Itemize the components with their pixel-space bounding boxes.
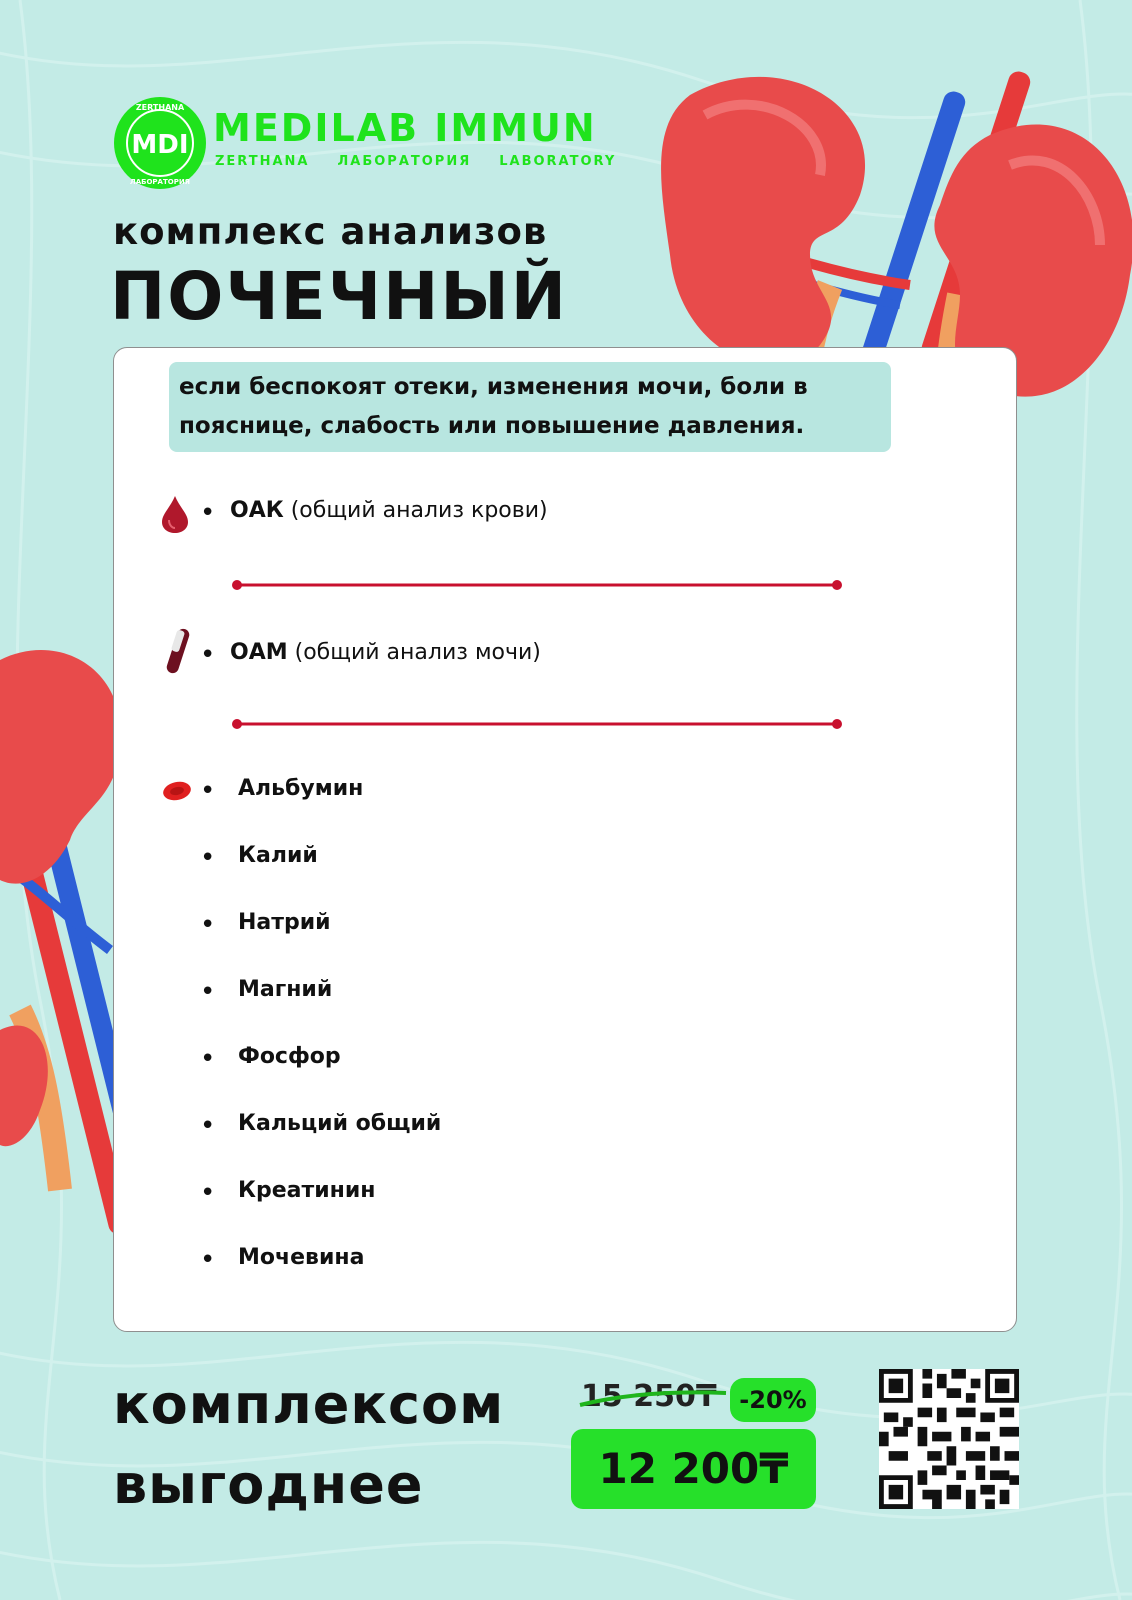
biochem-calcium: Кальций общий bbox=[238, 1111, 442, 1136]
bullet: • bbox=[200, 1111, 216, 1141]
analysis-card bbox=[113, 347, 1017, 1332]
page-title: ПОЧЕЧНЫЙ bbox=[110, 258, 568, 335]
bullet: • bbox=[200, 1245, 216, 1275]
page-subtitle: комплекс анализов bbox=[113, 210, 548, 253]
promo-line-1: комплексом bbox=[113, 1373, 505, 1436]
bullet: • bbox=[200, 776, 216, 806]
test-oam-code: ОАМ bbox=[230, 640, 288, 665]
biochem-albumin: Альбумин bbox=[238, 776, 364, 801]
test-oak-code: ОАК bbox=[230, 498, 284, 523]
bullet: • bbox=[200, 498, 216, 528]
bullet: • bbox=[200, 843, 216, 873]
test-oam bbox=[230, 640, 541, 665]
badge-ring-bottom: ЛАБОРАТОРИЯ bbox=[129, 178, 191, 186]
test-oak-desc: (общий анализ крови) bbox=[290, 498, 548, 523]
discount-badge: -20% bbox=[730, 1378, 816, 1422]
strikethrough-line bbox=[578, 1385, 728, 1415]
bullet: • bbox=[200, 910, 216, 940]
test-tube-icon bbox=[160, 626, 192, 678]
biochem-urea: Мочевина bbox=[238, 1245, 365, 1270]
divider-line bbox=[231, 579, 843, 591]
qr-code-icon[interactable] bbox=[879, 1369, 1019, 1509]
biochem-creatinine: Креатинин bbox=[238, 1178, 376, 1203]
badge-ring-top: ZERTHANA bbox=[135, 103, 185, 112]
test-oam-desc: (общий анализ мочи) bbox=[294, 640, 541, 665]
old-price: 15 250₸ bbox=[581, 1379, 717, 1414]
blood-drop-icon bbox=[160, 494, 190, 534]
brand-sub-1: ZERTHANA bbox=[215, 154, 310, 169]
bullet: • bbox=[200, 977, 216, 1007]
new-price: 12 200₸ bbox=[571, 1429, 816, 1509]
biochem-sodium: Натрий bbox=[238, 910, 331, 935]
bullet: • bbox=[200, 1044, 216, 1074]
brand-name: MEDILAB IMMUN bbox=[213, 106, 597, 150]
biochem-potassium: Калий bbox=[238, 843, 318, 868]
brand-sub-2: ЛАБОРАТОРИЯ bbox=[337, 154, 472, 169]
brand-sub-3: LABORATORY bbox=[499, 154, 617, 169]
brand-logo bbox=[113, 96, 653, 190]
bullet: • bbox=[200, 640, 216, 670]
brand-subline bbox=[215, 154, 655, 169]
biochem-magnesium: Магний bbox=[238, 977, 333, 1002]
divider-line bbox=[231, 718, 843, 730]
red-blood-cell-icon bbox=[162, 780, 192, 802]
promo-slogan bbox=[113, 1365, 533, 1525]
badge-text: MDI bbox=[131, 130, 189, 160]
promo-line-2: выгоднее bbox=[113, 1453, 424, 1516]
biochem-phosphorus: Фосфор bbox=[238, 1044, 341, 1069]
bullet: • bbox=[200, 1178, 216, 1208]
symptoms-note: если беспокоят отеки, изменения мочи, боли в пояснице, слабость или повышение давления. bbox=[169, 362, 891, 452]
mdi-badge-icon bbox=[113, 96, 207, 190]
test-oak bbox=[230, 498, 548, 523]
